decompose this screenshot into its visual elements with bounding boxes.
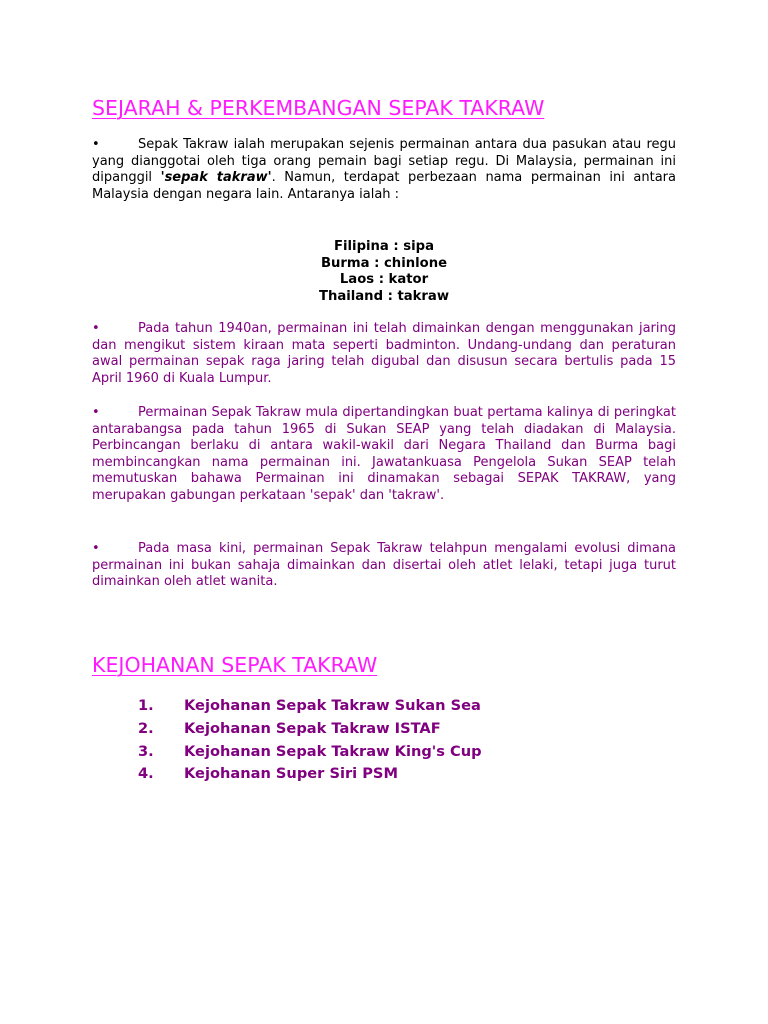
country-names-list [92, 239, 676, 305]
list-item-label: Kejohanan Sepak Takraw ISTAF [184, 719, 441, 737]
bullet-icon: • [92, 541, 100, 556]
paragraph-masa-kini [92, 541, 676, 591]
bullet-icon: • [92, 137, 100, 152]
intro-text-end: . Namun, terdapat perbezaan nama permainan ini antara Malaysia dengan negara lain. Antaranya ialah : [92, 170, 676, 202]
list-item-label: Kejohanan Super Siri PSM [184, 765, 398, 783]
championship-list [138, 695, 482, 786]
list-number: 1. [138, 697, 154, 714]
country-name: Burma : chinlone [320, 255, 448, 271]
paragraph-sukan-seap [92, 405, 676, 505]
paragraph-text: Pada tahun 1940an, permainan ini telah dimainkan dengan menggunakan jaring dan mengikut sistem kiraan mata seperti badminton. Undang-undang dan peraturan awal permainan sepak raga jaring telah digubal dan disusun secara bertulis pada 15 April 1960 di Kuala Lumpur. [92, 321, 676, 386]
list-number: 3. [138, 742, 154, 760]
list-item [138, 741, 482, 764]
paragraph-intro [92, 137, 676, 203]
emphasis-term: 'sepak takraw' [160, 170, 272, 186]
country-name: Laos : kator [339, 272, 429, 287]
paragraph-text: Permainan Sepak Takraw mula dipertandingkan buat pertama kalinya di peringkat antarabangsa pada tahun 1965 di Sukan SEAP yang telah diadakan di Malaysia. Perbincangan berlaku di antara wakil-wakil dari Negara Thailand dan Burma bagi membincangkan nama permainan ini. Jawatankuasa Pengelola Sukan SEAP telah memutuskan bahawa Permainan ini dinamakan sebagai SEPAK TAKRAW, yang merupakan gabungan perkataan 'sepak' dan 'takraw'. [92, 405, 676, 503]
paragraph-text: Pada masa kini, permainan Sepak Takraw telahpun mengalami evolusi dimana permainan ini bukan sahaja dimainkan dan disertai oleh atlet lelaki, tetapi juga turut dimainkan oleh atlet wanita. [92, 541, 676, 590]
list-item [138, 718, 482, 741]
list-item-label: Kejohanan Sepak Takraw Sukan Sea [184, 697, 481, 714]
list-number: 4. [138, 765, 154, 783]
list-item [138, 695, 482, 718]
list-number: 2. [138, 719, 154, 737]
bullet-icon: • [92, 321, 100, 336]
country-name: Filipina : sipa [334, 239, 434, 254]
section-title-kejohanan: KEJOHANAN SEPAK TAKRAW [92, 653, 378, 677]
intro-text: Sepak Takraw ialah merupakan sejenis permainan antara dua pasukan atau regu yang dianggotai oleh tiga orang pemain bagi setiap regu. Di Malaysia, permainan ini dipanggil [92, 137, 676, 186]
paragraph-1940an [92, 321, 676, 387]
bullet-icon: • [92, 405, 100, 420]
list-item-label: Kejohanan Sepak Takraw King's Cup [184, 742, 482, 760]
country-name: Thailand : takraw [318, 288, 450, 304]
list-item [138, 763, 482, 786]
section-title-sejarah: SEJARAH & PERKEMBANGAN SEPAK TAKRAW [92, 96, 545, 120]
